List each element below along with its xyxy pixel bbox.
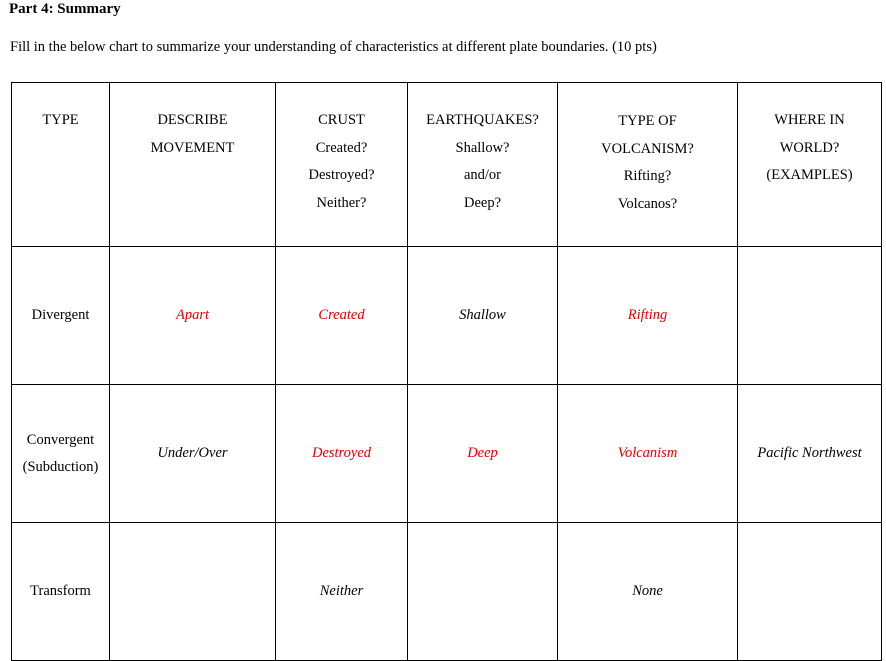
header-volcanism-line: VOLCANISM? [601,140,694,157]
header-crust-line: Neither? [316,194,367,211]
cell-earthquakes[interactable] [408,385,558,523]
cell-where[interactable] [738,247,882,385]
cell-where[interactable] [738,385,882,523]
type-label: Convergent [26,431,95,448]
answer-crust: Destroyed [311,445,372,461]
answer-earthquakes: Deep [467,445,498,461]
header-crust-line: CRUST [318,112,365,128]
header-where-line: WORLD? [779,139,840,156]
plate-boundary-summary-table [11,82,882,661]
cell-earthquakes[interactable] [408,247,558,385]
answer-where: Pacific Northwest [757,445,862,461]
table-header-row [12,83,882,247]
cell-type[interactable] [12,523,110,661]
instruction-text: Fill in the below chart to summarize your understanding of characteristics at different plate boundaries. (10 pts) [10,39,657,55]
table-row-convergent [12,385,882,523]
answer-earthquakes: Shallow [459,307,506,323]
cell-movement[interactable] [110,247,276,385]
cell-volcanism[interactable] [558,247,738,385]
answer-volcanism: Rifting [627,307,668,323]
cell-movement[interactable] [110,523,276,661]
header-where-line: (EXAMPLES) [766,167,853,183]
cell-crust[interactable] [276,523,408,661]
table-row-divergent [12,247,882,385]
answer-volcanism: None [632,583,663,599]
header-movement-line: MOVEMENT [150,139,235,156]
cell-where[interactable] [738,523,882,661]
table-row-transform [12,523,882,661]
cell-movement[interactable] [110,385,276,523]
section-heading: Part 4: Summary [9,1,121,17]
cell-crust[interactable] [276,385,408,523]
answer-movement: Under/Over [157,445,228,461]
header-crust-line: Created? [315,139,368,156]
answer-volcanism: Volcanism [617,445,678,461]
answer-crust: Created [318,307,365,323]
header-earthquakes-line: Deep? [463,194,502,211]
cell-volcanism[interactable] [558,385,738,523]
type-label: Transform [30,583,91,599]
cell-volcanism[interactable] [558,523,738,661]
header-earthquakes-line: and/or [463,167,502,183]
header-volcanism-line: Rifting? [623,168,672,184]
cell-earthquakes[interactable] [408,523,558,661]
header-where-line: WHERE IN [774,112,845,128]
header-crust-line: Destroyed? [308,167,375,183]
header-describe-movement [110,83,276,247]
header-type-line: TYPE [42,112,79,128]
answer-crust: Neither [319,583,364,599]
cell-crust[interactable] [276,247,408,385]
header-movement-line: DESCRIBE [157,112,228,128]
header-where-in-world [738,83,882,247]
cell-type[interactable] [12,385,110,523]
cell-type[interactable] [12,247,110,385]
header-earthquakes [408,83,558,247]
header-crust [276,83,408,247]
header-volcanism-line: TYPE OF [618,113,677,129]
type-label: Divergent [31,307,90,323]
header-volcanism-line: Volcanos? [617,195,678,212]
header-type [12,83,110,247]
answer-movement: Apart [175,307,210,323]
header-earthquakes-line: EARTHQUAKES? [426,112,539,128]
type-sublabel: (Subduction) [22,458,99,475]
header-volcanism [558,83,738,247]
header-earthquakes-line: Shallow? [455,139,510,156]
